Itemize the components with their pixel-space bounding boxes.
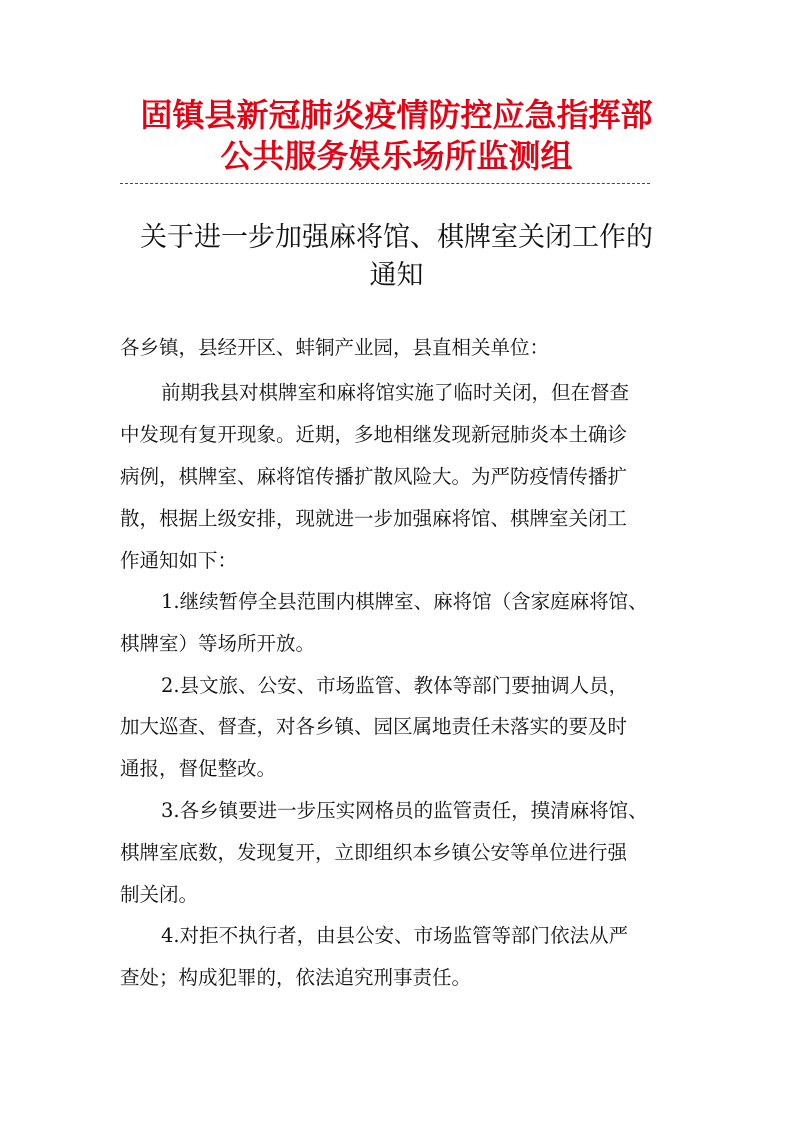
salutation: 各乡镇，县经开区、蚌铜产业园，县直相关单位： (120, 336, 550, 359)
item-2-line: 通报，督促整改。 (120, 757, 277, 780)
item-3-line: 制关闭。 (120, 883, 199, 906)
item-2-line: 加大巡查、督查，对各乡镇、园区属地责任未落实的要及时 (120, 715, 628, 738)
issuer-name-line1: 固镇县新冠肺炎疫情防控应急指挥部 (140, 96, 653, 134)
issuer-name-line2: 公共服务娱乐场所监测组 (220, 137, 573, 175)
item-2-line: 2.县文旅、公安、市场监管、教体等部门要抽调人员， (161, 674, 629, 697)
item-3-line: 3.各乡镇要进一步压实网格员的监管责任，摸清麻将馆、 (161, 799, 648, 822)
item-1-line: 1.继续暂停全县范围内棋牌室、麻将馆（含家庭麻将馆、 (161, 590, 648, 613)
intro-line: 散，根据上级安排，现就进一步加强麻将馆、棋牌室关闭工 (120, 507, 628, 530)
item-1-line: 棋牌室）等场所开放。 (120, 632, 316, 655)
item-3-line: 棋牌室底数，发现复开，立即组织本乡镇公安等单位进行强 (120, 841, 628, 864)
item-4-line: 4.对拒不执行者，由县公安、市场监管等部门依法从严 (161, 924, 629, 947)
red-divider (120, 183, 650, 184)
intro-line: 病例，棋牌室、麻将馆传播扩散风险大。为严防疫情传播扩 (120, 465, 628, 488)
notice-title-line2: 通知 (369, 260, 424, 291)
notice-title-line1: 关于进一步加强麻将馆、棋牌室关闭工作的 (140, 222, 653, 253)
intro-line: 作通知如下： (120, 549, 238, 572)
intro-line: 前期我县对棋牌室和麻将馆实施了临时关闭，但在督查 (161, 381, 630, 404)
intro-line: 中发现有复开现象。近期，多地相继发现新冠肺炎本土确诊 (120, 423, 628, 446)
item-4-line: 查处；构成犯罪的，依法追究刑事责任。 (120, 966, 472, 989)
